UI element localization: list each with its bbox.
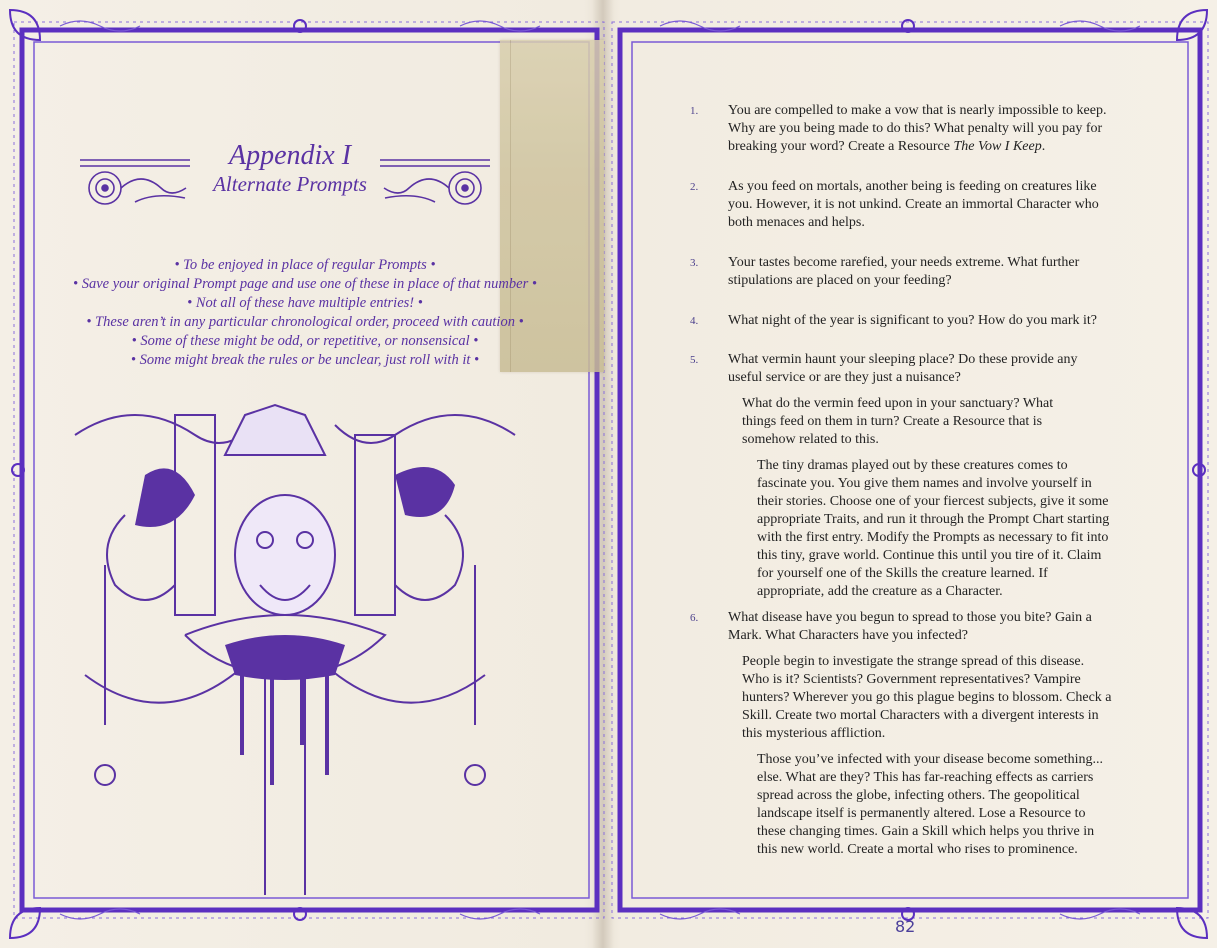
intro-bullet: • These aren’t in any particular chronological order, proceed with caution • [86, 314, 524, 330]
prompt-text: Your tastes become rarefied, your needs extreme. What further stipulations are placed on your feeding? [728, 255, 1080, 288]
prompt-subentry-2: The tiny dramas played out by these creatures comes to fascinate you. You give them names and involve yourself in their stories. Choose one of your fiercest subjects, give it some appropriate Traits, and run it through the Prompt Chart starting with the first entry. Modify the Prompts as necessary to fit into this tiny, grave world. Continue this until you tire of it. Claim for yourself one of the Skills the creature learned. If appropriate, add the creature as a Character. [757, 458, 1110, 599]
prompt-number: 5. [690, 354, 699, 366]
prompt-subentry-2: Those you’ve infected with your disease become something... else. What are they? This has far-reaching effects as carriers spread across the globe, infecting others. The geopolitical landscape itself is permanently altered. Lose a Resource to these changing times. Gain a Skill which helps you thrive in this new world. Create a mortal who rises to prominence. [757, 752, 1104, 857]
intro-bullet: • Not all of these have multiple entries! • [187, 295, 423, 311]
prompt-text: What night of the year is significant to you? How do you mark it? [728, 313, 1097, 328]
prompt-number: 3. [690, 257, 699, 269]
intro-bullet: • Some of these might be odd, or repetitive, or nonsensical • [131, 333, 479, 349]
prompt-subentry-1: People begin to investigate the strange spread of this disease. Who is it? Scientists? Government representatives? Vampire hunters? Wherever you go this plague begins to blossom. Check a Skill. Create two mortal Characters with a divergent interests in this mysterious affliction. [742, 654, 1112, 741]
grotesque-ornament-illustration [65, 395, 525, 895]
prompt-number: 6. [690, 612, 699, 624]
prompt-text-end: . [1041, 139, 1046, 154]
intro-bullet-list [40, 256, 570, 370]
prompt-number: 4. [690, 315, 699, 327]
prompt-text: What disease have you begun to spread to those you bite? Gain a Mark. What Characters have you infected? [728, 610, 1092, 643]
intro-bullet: • Save your original Prompt page and use one of these in place of that number • [73, 276, 537, 292]
scroll-ornament-right [375, 150, 495, 210]
prompt-subentry-1: What do the vermin feed upon in your sanctuary? What things feed on them in turn? Create a Resource that is somehow related to this. [742, 396, 1054, 447]
prompt-text: What vermin haunt your sleeping place? Do these provide any useful service or are they just a nuisance? [728, 352, 1078, 385]
title-line-1: Appendix I [228, 140, 352, 171]
intro-bullet: • Some might break the rules or be unclear, just roll with it • [130, 352, 480, 368]
appendix-title [190, 140, 390, 196]
prompt-text: As you feed on mortals, another being is feeding on creatures like you. However, it is not unkind. Create an immortal Character who both menaces and helps. [728, 179, 1099, 230]
prompt-number: 2. [690, 181, 699, 193]
resource-name: The Vow I Keep [953, 139, 1042, 154]
prompt-text [728, 102, 1113, 156]
prompt-number: 1. [690, 105, 699, 117]
prompt-text-main: You are compelled to make a vow that is nearly impossible to keep. Why are you being made to do this? What penalty will you pay for breaking your word? Create a Resource [728, 103, 1107, 154]
intro-bullet: • To be enjoyed in place of regular Prompts • [174, 257, 436, 273]
title-line-2: Alternate Prompts [213, 172, 367, 196]
scroll-ornament-left [75, 150, 195, 210]
page-number: 82 [895, 917, 916, 936]
